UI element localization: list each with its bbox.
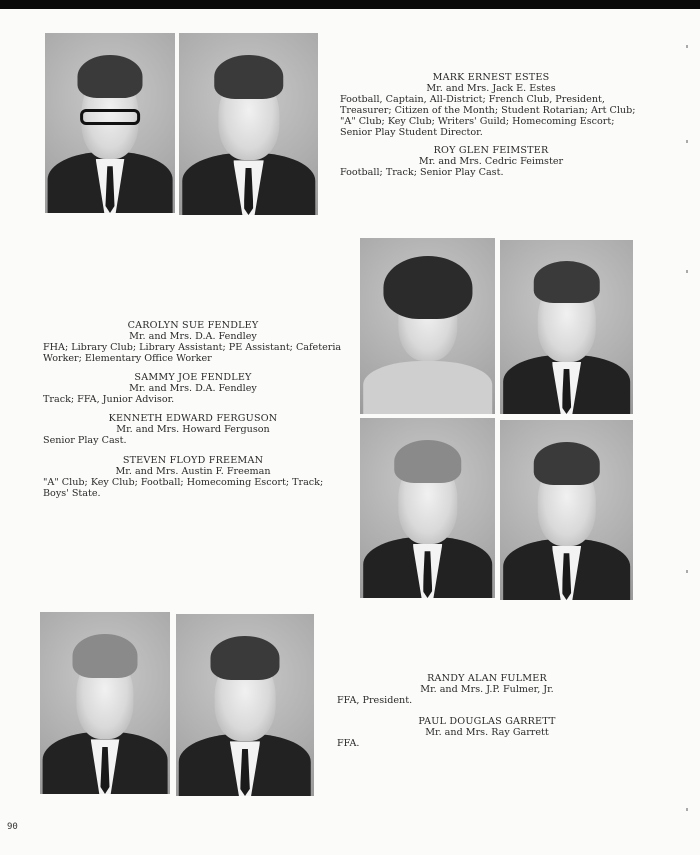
portrait-paul-garrett [176, 614, 314, 796]
student-name: PAUL DOUGLAS GARRETT [418, 716, 556, 727]
student-activities: FFA, President. [337, 695, 413, 706]
portrait-sammy-fendley [500, 240, 633, 414]
top-border [0, 0, 700, 9]
student-name: MARK ERNEST ESTES [432, 72, 550, 83]
page-number: 90 [7, 822, 18, 832]
student-name: STEVEN FLOYD FREEMAN [122, 455, 264, 466]
student-activities: Senior Play Cast. [43, 435, 127, 446]
scan-edge-mark [686, 45, 688, 48]
student-entry-steven-freeman [43, 455, 343, 499]
student-parents: Mr. and Mrs. D.A. Fendley [129, 383, 257, 394]
student-parents: Mr. and Mrs. Austin F. Freeman [115, 466, 271, 477]
student-activities: "A" Club; Key Club; Football; Homecoming Escort; Track; Boys' State. [43, 477, 324, 499]
student-entry-paul-garrett [337, 716, 637, 749]
student-parents: Mr. and Mrs. Howard Ferguson [116, 424, 270, 435]
scan-edge-mark [686, 140, 688, 143]
student-entry-kenneth-ferguson [43, 413, 343, 446]
student-parents: Mr. and Mrs. Cedric Feimster [418, 156, 564, 167]
portrait-mark-estes [45, 33, 175, 213]
student-entry-roy-feimster [340, 145, 642, 178]
student-parents: Mr. and Mrs. Ray Garrett [425, 727, 549, 738]
portrait-roy-feimster [179, 33, 318, 215]
student-activities: Football; Track; Senior Play Cast. [340, 167, 504, 178]
student-activities: FHA; Library Club; Library Assistant; PE Assistant; Cafeteria Worker; Elementary Office Worker [43, 342, 342, 364]
student-entry-randy-fulmer [337, 673, 637, 706]
student-name: ROY GLEN FEIMSTER [433, 145, 549, 156]
student-activities: FFA. [337, 738, 360, 749]
scan-edge-mark [686, 570, 688, 573]
student-activities: Football, Captain, All-District; French Club, President, Treasurer; Citizen of the Month; Student Rotarian; Art Club; "A" Club; Key Club; Writers' Guild; Homecoming Escort; Senior Play Student Director. [340, 94, 636, 138]
student-name: KENNETH EDWARD FERGUSON [108, 413, 278, 424]
student-name: SAMMY JOE FENDLEY [134, 372, 252, 383]
portrait-kenneth-ferguson [360, 418, 495, 598]
portrait-randy-fulmer [40, 612, 170, 794]
student-entry-mark-estes [340, 72, 642, 138]
scan-edge-mark [686, 270, 688, 273]
portrait-carolyn-fendley [360, 238, 495, 414]
student-parents: Mr. and Mrs. D.A. Fendley [129, 331, 257, 342]
student-entry-carolyn-fendley [43, 320, 343, 364]
student-name: CAROLYN SUE FENDLEY [127, 320, 259, 331]
student-entry-sammy-fendley [43, 372, 343, 405]
student-parents: Mr. and Mrs. Jack E. Estes [426, 83, 556, 94]
student-parents: Mr. and Mrs. J.P. Fulmer, Jr. [420, 684, 554, 695]
student-activities: Track; FFA, Junior Advisor. [43, 394, 175, 405]
scan-edge-mark [686, 808, 688, 811]
portrait-steven-freeman [500, 420, 633, 600]
student-name: RANDY ALAN FULMER [427, 673, 547, 684]
